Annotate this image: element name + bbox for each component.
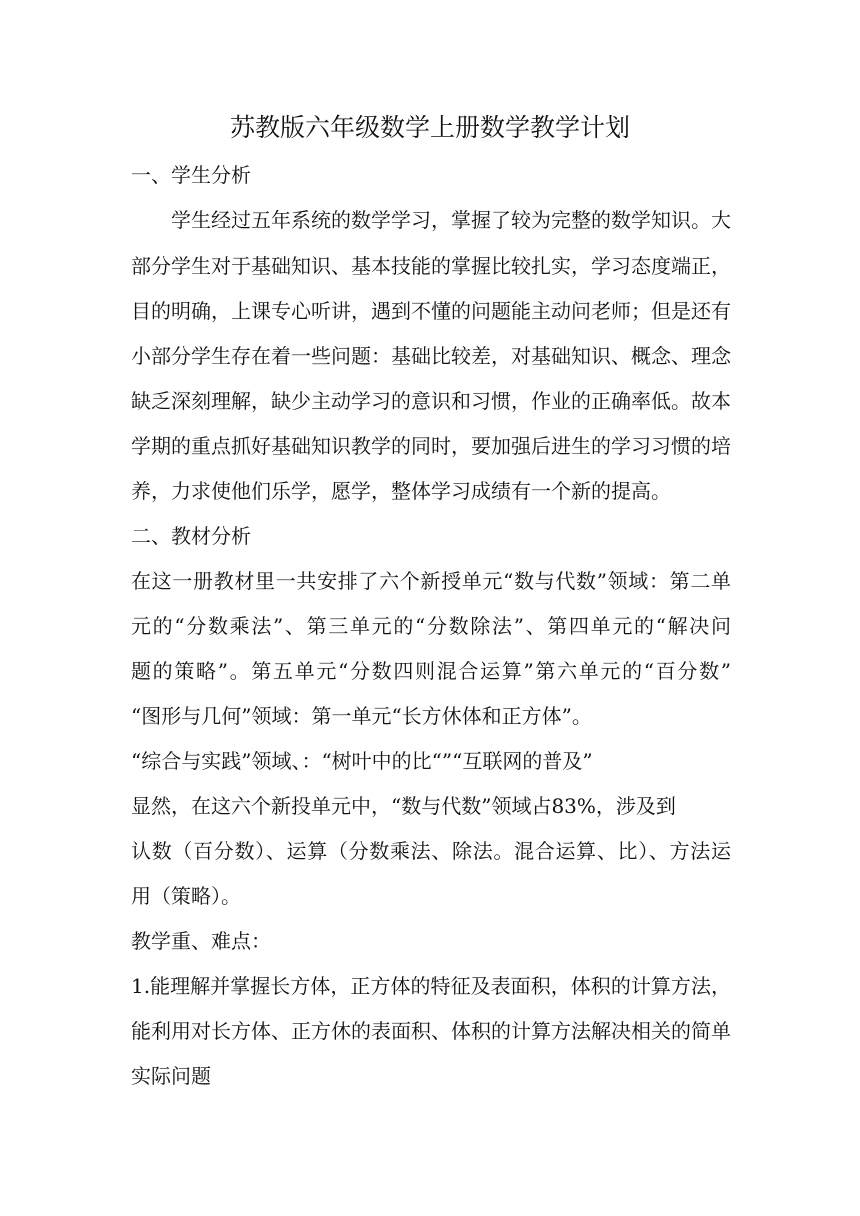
paragraph-line: 在这一册教材里一共安排了六个新授单元“数与代数”领域：第二单 [131, 569, 731, 593]
paragraph-line: 题的策略”。第五单元“分数四则混合运算”第六单元的“百分数” [131, 659, 731, 683]
section-heading-key-points: 教学重、难点： [131, 929, 271, 953]
paragraph-line: 目的明确，上课专心听讲，遇到不懂的问题能主动问老师；但是还有 [131, 299, 731, 323]
list-item-line: 实际问题 [131, 1064, 211, 1088]
paragraph-line: “图形与几何”领域：第一单元“长方休体和正方体”。 [131, 704, 592, 728]
list-item-line: 能利用对长方体、正方休的表面积、体积的计算方法解决相关的简单 [131, 1019, 731, 1043]
paragraph-line: 认数（百分数）、运算（分数乘法、除法。混合运算、比）、方法运 [131, 839, 731, 863]
paragraph-line: 学生经过五年系统的数学学习，掌握了较为完整的数学知识。大 [171, 208, 731, 232]
paragraph-line: 缺乏深刻理解，缺少主动学习的意识和习惯，作业的正确率低。故本 [131, 389, 731, 413]
paragraph-line: 学期的重点抓好基础知识教学的同时，要加强后进生的学习习惯的培 [131, 434, 731, 458]
paragraph-line: 用（策略）。 [131, 884, 241, 908]
paragraph-line: 部分学生对于基础知识、基本技能的掌握比较扎实，学习态度端正， [131, 254, 731, 278]
document-title: 苏教版六年级数学上册数学教学计划 [229, 113, 630, 142]
list-item-line: 1.能理解并掌握长方体，正方体的特征及表面积，体积的计算方法， [131, 974, 731, 998]
paragraph-line: 元的“分数乘法”、第三单元的“分数除法”、第四单元的“解决问 [131, 614, 731, 638]
section-heading-student-analysis: 一、学生分析 [131, 163, 251, 187]
paragraph-line: 小部分学生存在着一些问题：基础比较差，对基础知识、概念、理念 [131, 344, 731, 368]
paragraph-line: 养，力求使他们乐学，愿学，整体学习成绩有一个新的提高。 [131, 479, 671, 503]
paragraph-line: “综合与实践”领域、：“树叶中的比“”“互联网的普及” [131, 749, 593, 773]
section-heading-textbook-analysis: 二、教材分析 [131, 524, 251, 548]
paragraph-line: 显然，在这六个新投单元中，“数与代数”领域占83%，涉及到 [131, 794, 676, 818]
